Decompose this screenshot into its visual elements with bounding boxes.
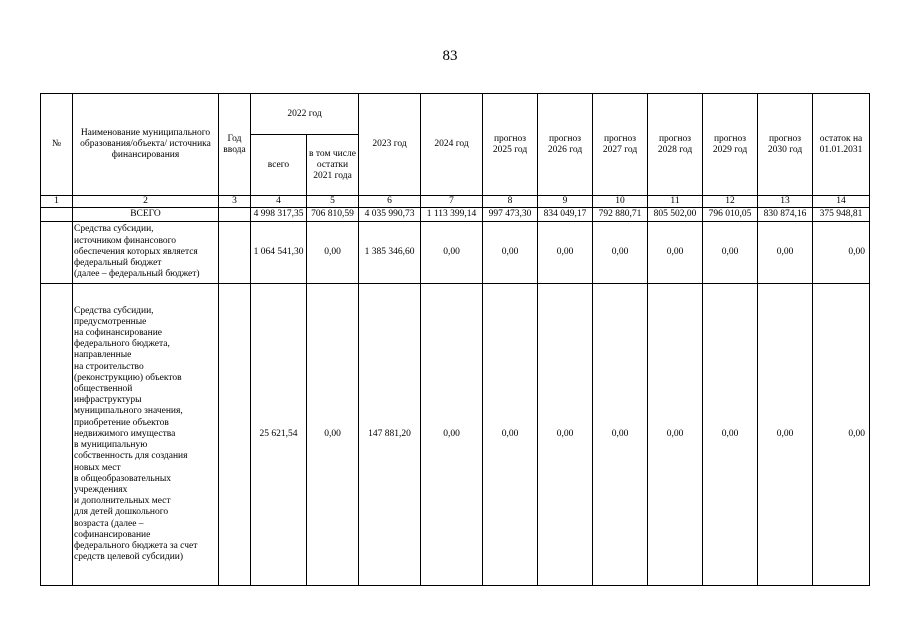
row-value: 0,00 [483,284,538,586]
row-value: 147 881,20 [359,284,421,586]
total-year-cell [219,208,251,222]
row-value: 0,00 [538,222,593,284]
column-number: 11 [648,196,703,208]
column-number: 10 [593,196,648,208]
header-forecast-2027: прогноз 2027 год [593,94,648,196]
column-number: 7 [421,196,483,208]
header-forecast-2030: прогноз 2030 год [758,94,813,196]
row-value: 0,00 [421,222,483,284]
column-number: 3 [219,196,251,208]
header-rest-2031: остаток на 01.01.2031 [813,94,870,196]
row-num-cell [41,284,73,586]
column-number: 1 [41,196,73,208]
column-number: 8 [483,196,538,208]
header-num: № [41,94,73,196]
total-value: 375 948,81 [813,208,870,222]
header-2022-incl: в том числе остатки 2021 года [307,135,359,196]
column-numbers-row [41,196,870,208]
row-value: 0,00 [758,284,813,586]
row-year-cell [219,222,251,284]
header-2022-total: всего [251,135,307,196]
header-2023: 2023 год [359,94,421,196]
row-year-cell [219,284,251,586]
row-value: 0,00 [813,284,870,586]
total-value: 830 874,16 [758,208,813,222]
total-num-cell [41,208,73,222]
column-number: 12 [703,196,758,208]
row-value: 1 385 346,60 [359,222,421,284]
row-value: 0,00 [648,222,703,284]
column-number: 4 [251,196,307,208]
row-value: 0,00 [648,284,703,586]
row-value: 0,00 [813,222,870,284]
header-name: Наименование муниципального образования/объекта/ источника финансирования [73,94,219,196]
total-value: 792 880,71 [593,208,648,222]
row-name: Средства субсидии, предусмотренные на софинансирование федерального бюджета, направленные на строительство (реконструкцию) объектов общественной инфраструктуры муниципального значения, приобретение объектов недвижимого имущества в муниципальную собственность для создания новых мест в общеобразовательных учреждениях и дополнительных мест для детей дошкольного возраста (далее – софинансирование федерального бюджета за счет средств целевой субсидии) [73,284,219,586]
total-value: 997 473,30 [483,208,538,222]
column-number: 14 [813,196,870,208]
total-value: 1 113 399,14 [421,208,483,222]
column-number: 6 [359,196,421,208]
row-value: 0,00 [593,284,648,586]
total-value: 706 810,59 [307,208,359,222]
header-2024: 2024 год [421,94,483,196]
column-number: 2 [73,196,219,208]
total-value: 4 998 317,35 [251,208,307,222]
row-num-cell [41,222,73,284]
row-value: 0,00 [593,222,648,284]
row-name: Средства субсидии, источником финансового обеспечения которых является федеральный бюджет (далее – федеральный бюджет) [73,222,219,284]
row-value: 25 621,54 [251,284,307,586]
header-forecast-2029: прогноз 2029 год [703,94,758,196]
row-value: 0,00 [538,284,593,586]
header-forecast-2026: прогноз 2026 год [538,94,593,196]
table-row [41,284,870,586]
column-number: 5 [307,196,359,208]
column-number: 9 [538,196,593,208]
total-label: ВСЕГО [73,208,219,222]
total-value: 805 502,00 [648,208,703,222]
page-number: 83 [442,48,458,64]
total-value: 796 010,05 [703,208,758,222]
row-value: 1 064 541,30 [251,222,307,284]
total-row [41,208,870,222]
row-value: 0,00 [421,284,483,586]
header-forecast-2028: прогноз 2028 год [648,94,703,196]
row-value: 0,00 [483,222,538,284]
header-forecast-2025: прогноз 2025 год [483,94,538,196]
total-value: 4 035 990,73 [359,208,421,222]
header-2022: 2022 год [251,94,359,135]
row-value: 0,00 [307,222,359,284]
total-value: 834 049,17 [538,208,593,222]
budget-table [40,93,870,586]
table-row [41,222,870,284]
row-value: 0,00 [703,222,758,284]
header-year-input: Год ввода [219,94,251,196]
row-value: 0,00 [307,284,359,586]
row-value: 0,00 [758,222,813,284]
column-number: 13 [758,196,813,208]
row-value: 0,00 [703,284,758,586]
